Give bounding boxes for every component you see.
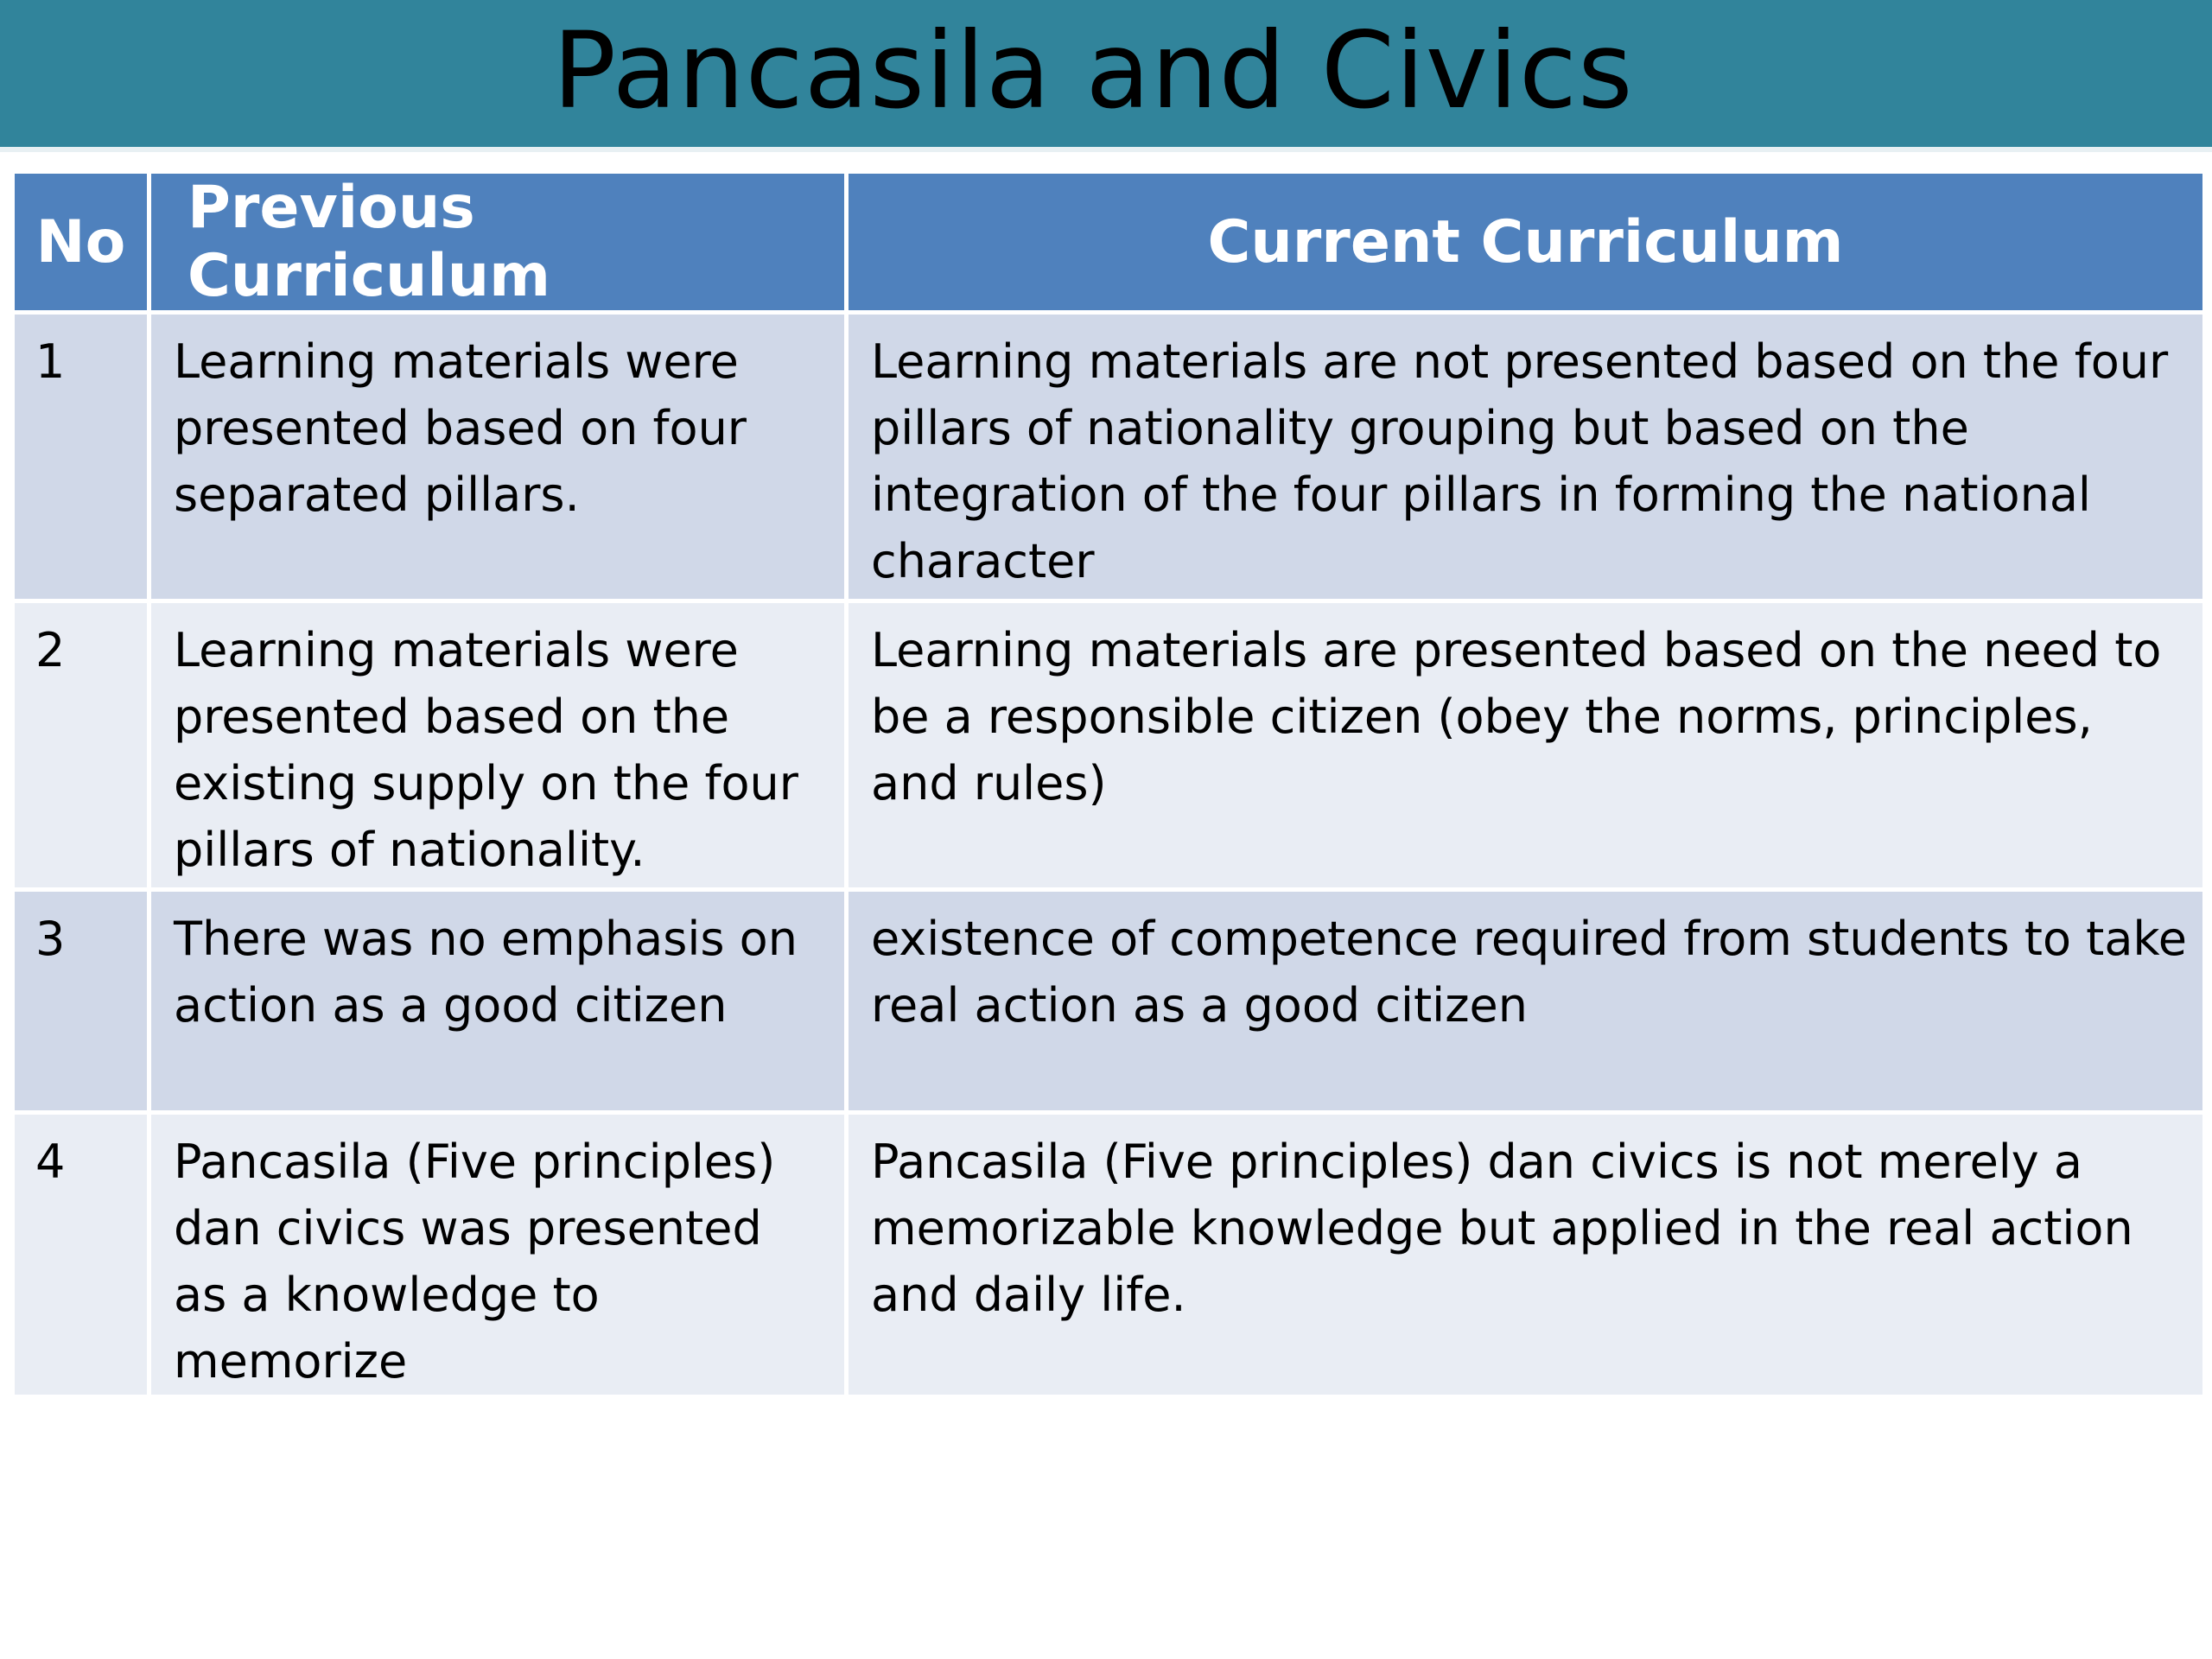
curriculum-comparison-table-wrapper xyxy=(10,169,2202,1399)
curriculum-comparison-table xyxy=(10,169,2207,1399)
table-row xyxy=(13,601,2205,890)
current-curriculum-cell: Learning materials are not presented based on the four pillars of nationality grouping but based on the integration of the four pillars in forming the national character xyxy=(847,313,2205,601)
table-row xyxy=(13,890,2205,1113)
previous-curriculum-cell: Learning materials were presented based on the existing supply on the four pillars of nationality. xyxy=(149,601,847,890)
row-number: 4 xyxy=(13,1113,149,1397)
table-row xyxy=(13,313,2205,601)
current-curriculum-cell: existence of competence required from students to take real action as a good citizen xyxy=(847,890,2205,1113)
title-bar xyxy=(0,0,2212,152)
row-number: 2 xyxy=(13,601,149,890)
slide-title: Pancasila and Civics xyxy=(552,10,1634,132)
header-current-curriculum: Current Curriculum xyxy=(847,172,2205,313)
row-number: 3 xyxy=(13,890,149,1113)
previous-curriculum-cell: Pancasila (Five principles) dan civics was presented as a knowledge to memorize xyxy=(149,1113,847,1397)
previous-curriculum-cell: Learning materials were presented based on four separated pillars. xyxy=(149,313,847,601)
previous-curriculum-cell: There was no emphasis on action as a good citizen xyxy=(149,890,847,1113)
header-previous-curriculum: Previous Curriculum xyxy=(149,172,847,313)
current-curriculum-cell: Pancasila (Five principles) dan civics is not merely a memorizable knowledge but applied in the real action and daily life. xyxy=(847,1113,2205,1397)
table-header-row xyxy=(13,172,2205,313)
current-curriculum-cell: Learning materials are presented based on the need to be a responsible citizen (obey the norms, principles, and rules) xyxy=(847,601,2205,890)
row-number: 1 xyxy=(13,313,149,601)
table-row xyxy=(13,1113,2205,1397)
header-no: No xyxy=(13,172,149,313)
